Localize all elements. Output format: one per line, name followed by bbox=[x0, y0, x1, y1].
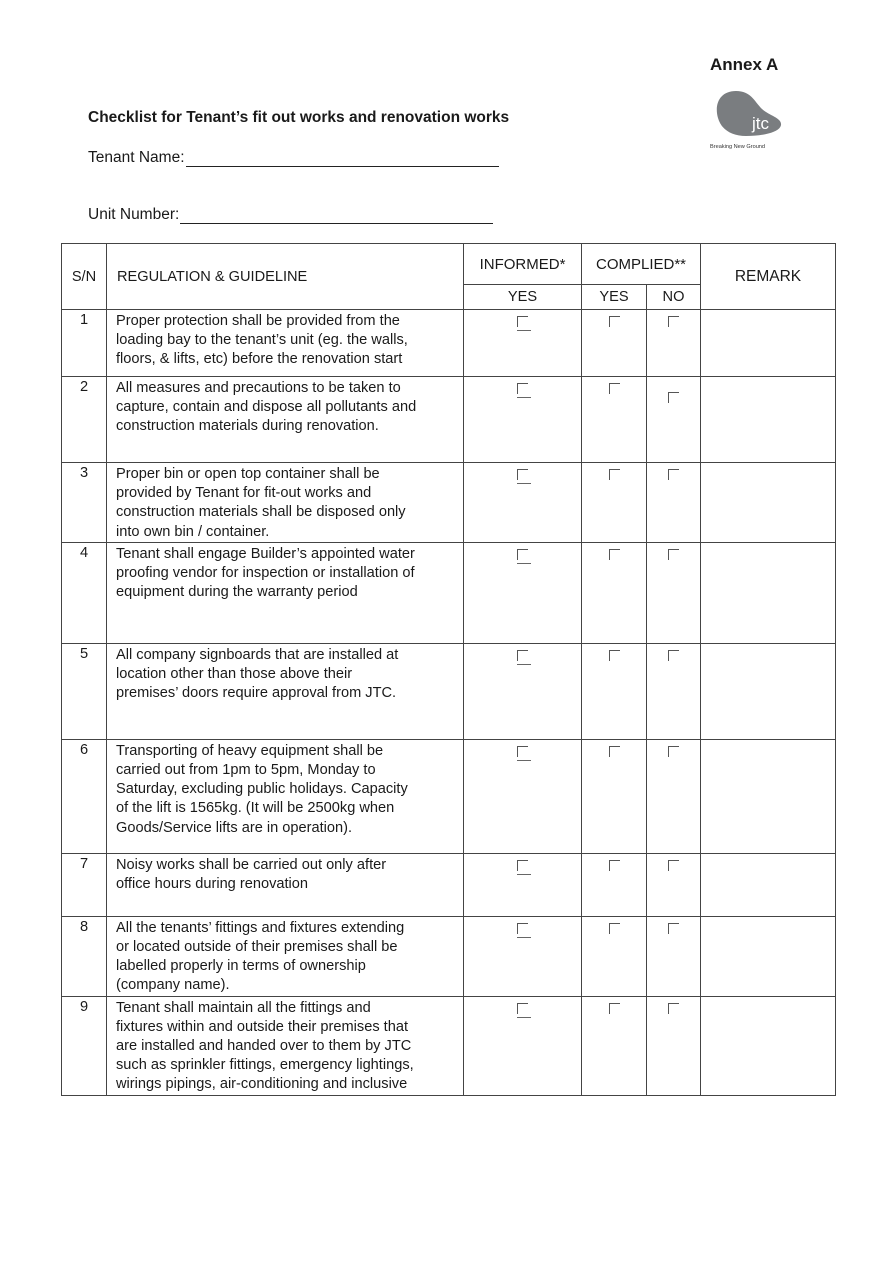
unit-number-field bbox=[88, 206, 493, 224]
table-row bbox=[62, 996, 836, 1095]
guideline-line: premises’ doors require approval from JTC. bbox=[116, 685, 397, 702]
guideline-line: or located outside of their premises shall be bbox=[116, 939, 398, 956]
guideline-line: office hours during renovation bbox=[116, 876, 309, 893]
header-remark: REMARK bbox=[701, 244, 836, 310]
row-guideline bbox=[107, 853, 464, 916]
guideline-line: Goods/Service lifts are in operation). bbox=[116, 819, 353, 836]
guideline-line: are installed and handed over to them by JTC bbox=[116, 1038, 412, 1055]
cell-remark[interactable] bbox=[701, 310, 836, 377]
guideline-line: Transporting of heavy equipment shall be bbox=[116, 742, 384, 759]
cell-complied-no bbox=[647, 643, 701, 739]
guideline-line: labelled properly in terms of ownership bbox=[116, 958, 366, 975]
checkbox-complied-yes[interactable] bbox=[609, 746, 620, 757]
annex-label: Annex A bbox=[710, 55, 779, 74]
unit-number-label: Unit Number: bbox=[88, 206, 180, 223]
checkbox-complied-no[interactable] bbox=[668, 860, 679, 871]
cell-informed-yes bbox=[464, 916, 582, 996]
row-sn: 2 bbox=[62, 377, 107, 463]
guideline-line: (company name). bbox=[116, 977, 230, 994]
guideline-line: provided by Tenant for fit-out works and bbox=[116, 485, 372, 502]
cell-complied-yes bbox=[582, 542, 647, 643]
checkbox-informed-yes[interactable] bbox=[517, 549, 528, 560]
cell-complied-yes bbox=[582, 463, 647, 543]
row-sn: 4 bbox=[62, 542, 107, 643]
checkbox-complied-yes[interactable] bbox=[609, 383, 620, 394]
guideline-line: Saturday, excluding public holidays. Capacity bbox=[116, 781, 408, 798]
header-informed: INFORMED* bbox=[464, 244, 582, 285]
row-guideline bbox=[107, 916, 464, 996]
checkbox-informed-yes[interactable] bbox=[517, 383, 528, 394]
header-regulation: REGULATION & GUIDELINE bbox=[107, 244, 464, 310]
table-row bbox=[62, 916, 836, 996]
guideline-line: All company signboards that are installed at bbox=[116, 646, 399, 663]
guideline-line: construction materials shall be disposed only bbox=[116, 504, 406, 521]
checkbox-complied-yes[interactable] bbox=[609, 860, 620, 871]
guideline-line: construction materials during renovation. bbox=[116, 418, 379, 435]
cell-complied-no bbox=[647, 377, 701, 463]
cell-complied-no bbox=[647, 310, 701, 377]
table-row bbox=[62, 739, 836, 853]
jtc-logo bbox=[706, 88, 796, 152]
row-guideline bbox=[107, 542, 464, 643]
cell-remark[interactable] bbox=[701, 463, 836, 543]
table-row bbox=[62, 542, 836, 643]
checkbox-complied-no[interactable] bbox=[668, 549, 679, 560]
guideline-line: of the lift is 1565kg. (It will be 2500kg when bbox=[116, 800, 395, 817]
checkbox-complied-yes[interactable] bbox=[609, 316, 620, 327]
header-complied-yes: YES bbox=[582, 285, 647, 310]
row-sn: 8 bbox=[62, 916, 107, 996]
cell-complied-yes bbox=[582, 739, 647, 853]
checkbox-complied-no[interactable] bbox=[668, 1003, 679, 1014]
cell-informed-yes bbox=[464, 310, 582, 377]
guideline-line: Proper protection shall be provided from the bbox=[116, 313, 400, 329]
checkbox-complied-yes[interactable] bbox=[609, 549, 620, 560]
tenant-name-label: Tenant Name: bbox=[88, 149, 185, 166]
checkbox-complied-no[interactable] bbox=[668, 923, 679, 934]
cell-remark[interactable] bbox=[701, 996, 836, 1095]
row-sn: 9 bbox=[62, 996, 107, 1095]
row-guideline bbox=[107, 310, 464, 377]
guideline-line: Noisy works shall be carried out only after bbox=[116, 856, 387, 873]
page-title: Checklist for Tenant’s fit out works and renovation works bbox=[88, 109, 510, 126]
cell-complied-no bbox=[647, 542, 701, 643]
checkbox-complied-no[interactable] bbox=[668, 469, 679, 480]
row-sn: 3 bbox=[62, 463, 107, 543]
checkbox-informed-yes[interactable] bbox=[517, 469, 528, 480]
guideline-line: All the tenants’ fittings and fixtures extending bbox=[116, 919, 405, 936]
checkbox-informed-yes[interactable] bbox=[517, 1003, 528, 1014]
cell-complied-yes bbox=[582, 643, 647, 739]
tenant-name-blank[interactable] bbox=[186, 149, 499, 167]
checkbox-complied-no[interactable] bbox=[668, 316, 679, 327]
checkbox-complied-yes[interactable] bbox=[609, 1003, 620, 1014]
guideline-line: carried out from 1pm to 5pm, Monday to bbox=[116, 762, 376, 779]
guideline-line: fixtures within and outside their premises that bbox=[116, 1018, 409, 1035]
checkbox-complied-no[interactable] bbox=[668, 392, 679, 403]
cell-complied-yes bbox=[582, 996, 647, 1095]
guideline-line: Proper bin or open top container shall be bbox=[116, 466, 380, 482]
cell-informed-yes bbox=[464, 377, 582, 463]
cell-complied-yes bbox=[582, 377, 647, 463]
cell-remark[interactable] bbox=[701, 377, 836, 463]
cell-remark[interactable] bbox=[701, 916, 836, 996]
checkbox-complied-yes[interactable] bbox=[609, 650, 620, 661]
guideline-line: capture, contain and dispose all pollutants and bbox=[116, 399, 417, 416]
header-informed-yes: YES bbox=[464, 285, 582, 310]
unit-number-blank[interactable] bbox=[180, 206, 493, 224]
checkbox-complied-yes[interactable] bbox=[609, 469, 620, 480]
cell-remark[interactable] bbox=[701, 853, 836, 916]
cell-informed-yes bbox=[464, 542, 582, 643]
checkbox-informed-yes[interactable] bbox=[517, 923, 528, 934]
cell-complied-no bbox=[647, 996, 701, 1095]
checkbox-informed-yes[interactable] bbox=[517, 316, 528, 327]
cell-complied-yes bbox=[582, 916, 647, 996]
checkbox-informed-yes[interactable] bbox=[517, 650, 528, 661]
cell-informed-yes bbox=[464, 739, 582, 853]
row-guideline bbox=[107, 377, 464, 463]
cell-informed-yes bbox=[464, 463, 582, 543]
guideline-line: such as sprinkler fittings, emergency lightings, bbox=[116, 1057, 414, 1074]
checkbox-complied-yes[interactable] bbox=[609, 923, 620, 934]
tenant-name-field bbox=[88, 149, 499, 167]
guideline-line: loading bay to the tenant’s unit (eg. the walls, bbox=[116, 332, 408, 349]
header-complied-no: NO bbox=[647, 285, 701, 310]
cell-complied-yes bbox=[582, 853, 647, 916]
row-sn: 7 bbox=[62, 853, 107, 916]
cell-complied-no bbox=[647, 853, 701, 916]
cell-remark[interactable] bbox=[701, 542, 836, 643]
cell-complied-no bbox=[647, 916, 701, 996]
guideline-line: proofing vendor for inspection or installation of bbox=[116, 565, 415, 582]
row-sn: 1 bbox=[62, 310, 107, 377]
cell-complied-yes bbox=[582, 310, 647, 377]
row-guideline bbox=[107, 463, 464, 543]
table-row bbox=[62, 643, 836, 739]
guideline-line: Tenant shall maintain all the fittings and bbox=[116, 999, 371, 1016]
svg-text:Breaking New Ground: Breaking New Ground bbox=[710, 144, 766, 150]
guideline-line: location other than those above their bbox=[116, 666, 353, 683]
jtc-logo-icon bbox=[706, 88, 796, 152]
row-guideline bbox=[107, 996, 464, 1095]
guideline-line: wirings pipings, air-conditioning and inclusive bbox=[116, 1076, 408, 1093]
row-guideline bbox=[107, 739, 464, 853]
checkbox-informed-yes[interactable] bbox=[517, 860, 528, 871]
table-row bbox=[62, 377, 836, 463]
table-row bbox=[62, 310, 836, 377]
guideline-line: All measures and precautions to be taken to bbox=[116, 380, 401, 396]
checkbox-informed-yes[interactable] bbox=[517, 746, 528, 757]
guideline-line: Tenant shall engage Builder’s appointed water bbox=[116, 545, 415, 562]
guideline-line: into own bin / container. bbox=[116, 523, 270, 540]
cell-remark[interactable] bbox=[701, 643, 836, 739]
checklist-table bbox=[61, 243, 836, 1096]
cell-complied-no bbox=[647, 739, 701, 853]
row-sn: 5 bbox=[62, 643, 107, 739]
row-sn: 6 bbox=[62, 739, 107, 853]
checkbox-complied-no[interactable] bbox=[668, 650, 679, 661]
checkbox-complied-no[interactable] bbox=[668, 746, 679, 757]
header-complied: COMPLIED** bbox=[582, 244, 701, 285]
svg-text:jtc: jtc bbox=[752, 114, 769, 133]
table-row bbox=[62, 853, 836, 916]
row-guideline bbox=[107, 643, 464, 739]
cell-remark[interactable] bbox=[701, 739, 836, 853]
table-row bbox=[62, 463, 836, 543]
guideline-line: floors, & lifts, etc) before the renovation start bbox=[116, 351, 403, 368]
header-sn: S/N bbox=[62, 244, 107, 310]
cell-informed-yes bbox=[464, 996, 582, 1095]
cell-informed-yes bbox=[464, 643, 582, 739]
cell-informed-yes bbox=[464, 853, 582, 916]
guideline-line: equipment during the warranty period bbox=[116, 584, 358, 601]
cell-complied-no bbox=[647, 463, 701, 543]
